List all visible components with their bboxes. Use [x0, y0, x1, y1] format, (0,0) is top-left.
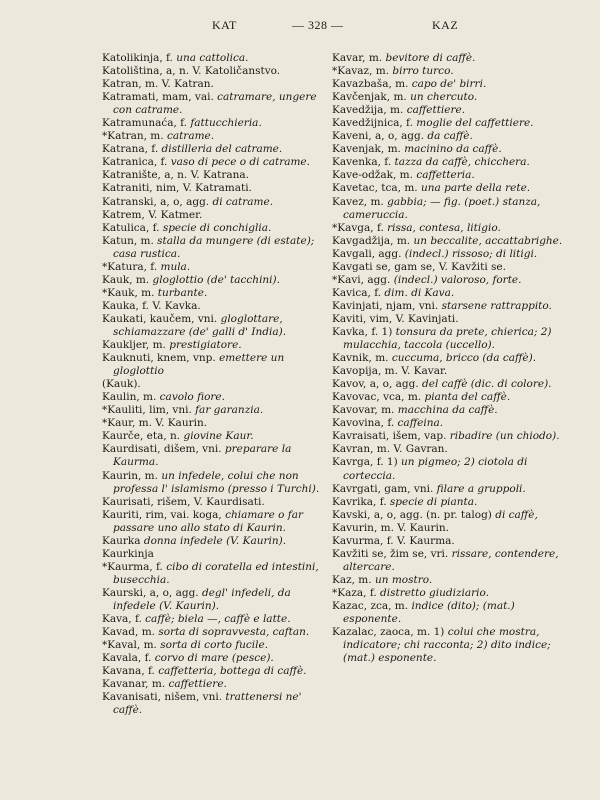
dictionary-entry: [332, 509, 572, 522]
dictionary-entry: [102, 117, 330, 130]
left-column: [102, 52, 330, 717]
entry-headword: Katranski, a, o, agg.: [102, 195, 210, 208]
entry-headword: *Kavaz, m.: [332, 65, 390, 78]
dictionary-entry: [332, 548, 572, 574]
entry-headword: *Katran, m.: [102, 130, 164, 143]
dictionary-entry: [102, 313, 330, 339]
entry-headword: Kauk, m.: [102, 273, 150, 286]
dictionary-entry: [332, 574, 572, 587]
entry-headword: Kavazbaša, m.: [332, 78, 409, 91]
entry-headword: Kavar, m.: [332, 52, 383, 64]
dictionary-entry: [102, 78, 330, 91]
dictionary-entry: [102, 613, 330, 626]
entry-definition: (indecl.) rissoso; di litigi.: [404, 247, 538, 260]
entry-definition: di caffè,: [495, 508, 538, 521]
entry-headword: Katraniti, nim, V. Katramati.: [102, 182, 252, 195]
entry-headword: Kavurin, m. V. Kaurin.: [332, 521, 450, 534]
entry-headword: Kave-odžak, m.: [332, 169, 413, 182]
entry-headword: Kavanar, m.: [102, 678, 166, 691]
entry-headword: Kaukati, kaučem, vni.: [102, 312, 218, 325]
entry-headword: Kavad, m.: [102, 626, 155, 639]
entry-definition: caffettiere.: [406, 104, 466, 117]
entry-headword: Kavov, a, o, agg.: [332, 378, 419, 391]
entry-headword: Katramunaća, f.: [102, 117, 188, 130]
dictionary-entry: [332, 117, 572, 130]
entry-headword: Kavžiti se, žim se, vri.: [332, 547, 449, 560]
dictionary-entry: [102, 548, 330, 561]
entry-headword: Kauriti, rim, vai. koga,: [102, 508, 222, 521]
entry-definition: corvo di mare (pesce).: [154, 652, 274, 665]
entry-headword: *Kavga, f.: [332, 221, 384, 234]
entry-headword: *Kauliti, lim, vni.: [102, 404, 192, 417]
entry-headword: Kavgati se, gam se, V. Kavžiti se.: [332, 260, 506, 273]
dictionary-entry: [102, 352, 330, 378]
entry-headword: Katranište, a, n. V. Katrana.: [102, 169, 249, 182]
entry-definition: far garanzia.: [195, 404, 264, 417]
dictionary-entry: [332, 535, 572, 548]
dictionary-entry: [102, 509, 330, 535]
entry-headword: Kavčenjak, m.: [332, 91, 407, 104]
dictionary-entry: [102, 209, 330, 222]
entry-headword: Kaz, m.: [332, 573, 372, 586]
entry-headword: Kaveni, a, o, agg.: [332, 130, 425, 143]
entry-headword: Kaurisati, rišem, V. Kaurdisati.: [102, 495, 265, 508]
dictionary-entry: [332, 417, 572, 430]
entry-definition: gabbia; — fig. (poet.) stanza, cameruccia.: [343, 195, 541, 221]
dictionary-entry: [102, 261, 330, 274]
entry-definition: del caffè (dic. di colore).: [422, 378, 552, 391]
entry-headword: Kavgali, agg.: [332, 247, 402, 260]
entry-headword: (Kauk).: [102, 378, 141, 391]
entry-definition: gloglottare, schiamazzare (de' galli d' India).: [113, 312, 287, 338]
entry-definition: gloglottio (de' tacchini).: [152, 273, 280, 286]
entry-definition: birro turco.: [392, 65, 454, 78]
dictionary-entry: [102, 391, 330, 404]
dictionary-entry: [332, 496, 572, 509]
entry-definition: vaso di pece o di catrame.: [170, 156, 310, 169]
entry-headword: Kavedžijnica, f.: [332, 117, 413, 130]
dictionary-entry: [332, 522, 572, 535]
dictionary-entry: [102, 274, 330, 287]
entry-headword: Kaurski, a, o, agg.: [102, 586, 199, 599]
entry-headword: Kavopija, m. V. Kavar.: [332, 365, 448, 378]
entry-headword: Kavenka, f.: [332, 156, 392, 169]
dictionary-entry: [102, 535, 330, 548]
entry-definition: preparare la Kaurma.: [113, 443, 292, 469]
dictionary-entry: [332, 443, 572, 456]
dictionary-entry: [102, 169, 330, 182]
dictionary-entry: [102, 587, 330, 613]
entry-headword: Kavetac, tca, m.: [332, 182, 418, 195]
dictionary-entry: [102, 443, 330, 469]
entry-headword: *Kaurma, f.: [102, 560, 163, 573]
dictionary-entry: [332, 182, 572, 195]
dictionary-entry: [332, 483, 572, 496]
dictionary-entry: [102, 91, 330, 117]
entry-headword: Kava, f.: [102, 613, 142, 626]
entry-definition: ribadire (un chiodo).: [449, 430, 560, 443]
dictionary-entry: [332, 169, 572, 182]
dictionary-entry: [332, 156, 572, 169]
entry-headword: *Katura, f.: [102, 260, 158, 273]
entry-headword: Kavanisati, nišem, vni.: [102, 691, 223, 704]
dictionary-entry: [332, 65, 572, 78]
entry-definition: colui che mostra, indicatore; chi racconta; 2) dito indice; (mat.) esponente.: [343, 626, 551, 665]
entry-headword: *Kaur, m. V. Kaurin.: [102, 417, 208, 430]
entry-headword: Kaurin, m.: [102, 469, 158, 482]
page-header: [0, 18, 600, 36]
entry-definition: macchina da caffè.: [397, 404, 498, 417]
dictionary-entry: [332, 352, 572, 365]
entry-definition: turbante.: [157, 286, 208, 299]
entry-definition: donna infedele (V. Kaurin).: [143, 534, 287, 547]
entry-headword: Kavurma, f. V. Kaurma.: [332, 534, 455, 547]
dictionary-entry: [332, 600, 572, 626]
entry-definition: un beccalite, accattabrighe.: [413, 234, 563, 247]
entry-definition: catramare, ungere con catrame.: [113, 91, 317, 117]
entry-definition: rissa, contesa, litigio.: [387, 221, 501, 234]
entry-headword: Katolikinja, f.: [102, 52, 173, 64]
dictionary-entry: [332, 261, 572, 274]
dictionary-entry: [332, 143, 572, 156]
dictionary-entry: [332, 391, 572, 404]
dictionary-entry: [102, 470, 330, 496]
entry-headword: Kavka, f. 1): [332, 325, 393, 338]
dictionary-entry: [102, 430, 330, 443]
dictionary-entry: [102, 182, 330, 195]
dictionary-entry: [102, 52, 330, 65]
dictionary-entry: [332, 456, 572, 482]
entry-definition: prestigiatore.: [169, 339, 242, 352]
entry-definition: trattenersi ne' caffè.: [113, 691, 302, 717]
dictionary-entry: [332, 430, 572, 443]
dictionary-entry: [102, 222, 330, 235]
entry-definition: cavolo fiore.: [159, 391, 225, 404]
entry-definition: indice (dito); (mat.) esponente.: [343, 599, 515, 626]
dictionary-entry: [102, 378, 330, 391]
entry-headword: Kavgadžija, m.: [332, 234, 411, 247]
entry-definition: dim. di Kava.: [384, 286, 455, 299]
entry-definition: stalla da mungere (di estate); casa rustica.: [113, 234, 315, 260]
entry-definition: un infedele, colui che non professa l' islamismo (presso i Turchi).: [113, 469, 320, 495]
entry-headword: Katrem, V. Katmer.: [102, 208, 203, 221]
dictionary-entry: [102, 339, 330, 352]
entry-headword: Kaukljer, m.: [102, 339, 166, 352]
dictionary-entry: [102, 404, 330, 417]
dictionary-entry: [332, 326, 572, 352]
entry-definition: una parte della rete.: [420, 182, 531, 195]
entry-headword: *Kaza, f.: [332, 586, 377, 599]
entry-definition: di catrame.: [212, 195, 274, 208]
entry-definition: degl' infedeli, da infedele (V. Kaurin).: [113, 586, 291, 612]
page-number: — 328 —: [292, 18, 344, 32]
dictionary-entry: [102, 196, 330, 209]
entry-headword: Katramati, mam, vai.: [102, 91, 214, 104]
entry-definition: caffeina.: [397, 417, 444, 430]
dictionary-entry: [102, 417, 330, 430]
dictionary-entry: [102, 652, 330, 665]
entry-headword: Kaurka: [102, 534, 141, 547]
entry-headword: Kavedžija, m.: [332, 104, 404, 117]
entry-definition: chiamare o far passare uno allo stato di Kaurin.: [113, 508, 303, 534]
dictionary-entry: [332, 365, 572, 378]
entry-definition: (indecl.) valoroso, forte.: [393, 273, 522, 286]
entry-definition: caffetteria, bottega di caffè.: [158, 665, 307, 678]
entry-definition: filare a gruppoli.: [436, 482, 526, 495]
entry-definition: cuccuma, bricco (da caffè).: [391, 352, 537, 365]
dictionary-entry: [332, 235, 572, 248]
dictionary-entry: [102, 561, 330, 587]
entry-headword: Kaurdisati, dišem, vni.: [102, 443, 222, 456]
entry-headword: Kavala, f.: [102, 652, 152, 665]
entry-definition: fattucchieria.: [190, 117, 262, 130]
entry-headword: Kauka, f. V. Kavka.: [102, 299, 201, 312]
entry-headword: *Kaval, m.: [102, 639, 157, 652]
dictionary-entry: [102, 156, 330, 169]
dictionary-entry: [332, 378, 572, 391]
entry-definition: catrame.: [166, 130, 215, 143]
entry-definition: un pigmeo; 2) ciotola di corteccia.: [343, 456, 528, 482]
dictionary-entry: [332, 52, 572, 65]
entry-headword: Kaulin, m.: [102, 391, 157, 404]
entry-definition: un mostro.: [374, 573, 433, 586]
dictionary-entry: [332, 248, 572, 261]
dictionary-entry: [332, 78, 572, 91]
entry-headword: Kavrgati, gam, vni.: [332, 482, 434, 495]
entry-definition: specie di conchiglia.: [162, 221, 272, 234]
dictionary-entry: [102, 691, 330, 717]
entry-headword: Katulica, f.: [102, 221, 160, 234]
dictionary-entry: [102, 665, 330, 678]
entry-headword: Kavnik, m.: [332, 352, 389, 365]
entry-definition: bevitore di caffè.: [385, 52, 476, 64]
dictionary-entry: [102, 639, 330, 652]
entry-headword: Kavana, f.: [102, 665, 155, 678]
entry-definition: distilleria del catrame.: [161, 143, 283, 156]
dictionary-entry: [332, 91, 572, 104]
entry-headword: Katun, m.: [102, 234, 154, 247]
entry-definition: rissare, contendere, altercare.: [343, 547, 559, 573]
entry-headword: Kavinjati, njam, vni.: [332, 299, 439, 312]
entry-definition: sorta di sopravvesta, caftan.: [158, 626, 310, 639]
entry-headword: Kavraisati, išem, vap.: [332, 430, 447, 443]
dictionary-entry: [332, 587, 572, 600]
entry-headword: Katran, m. V. Katran.: [102, 78, 214, 91]
entry-definition: mula.: [160, 260, 191, 273]
entry-headword: Katranica, f.: [102, 156, 168, 169]
entry-definition: sorta di corto fucile.: [160, 639, 269, 652]
dictionary-entry: [102, 300, 330, 313]
entry-headword: Kaurče, eta, n.: [102, 430, 181, 443]
entry-definition: pianta del caffè.: [424, 391, 511, 404]
entry-definition: emettere un gloglottio: [113, 352, 285, 378]
entry-headword: Kavski, a, o, agg. (n. pr. talog): [332, 508, 492, 521]
dictionary-entry: [332, 313, 572, 326]
dictionary-entry: [332, 404, 572, 417]
dictionary-entry: [102, 235, 330, 261]
entry-definition: moglie del caffettiere.: [416, 117, 534, 130]
entry-headword: Kavovac, vca, m.: [332, 391, 422, 404]
entry-headword: Kavran, m. V. Gavran.: [332, 443, 448, 456]
entry-headword: Kazalac, zaoca, m. 1): [332, 626, 445, 639]
entry-headword: Kavenjak, m.: [332, 143, 401, 156]
dictionary-entry: [102, 678, 330, 691]
entry-definition: capo de' birri.: [411, 78, 487, 91]
dictionary-entry: [332, 274, 572, 287]
dictionary-entry: [332, 300, 572, 313]
dictionary-entry: [102, 626, 330, 639]
dictionary-entry: [102, 143, 330, 156]
dictionary-entry: [332, 196, 572, 222]
dictionary-entry: [102, 496, 330, 509]
entry-definition: da caffè.: [427, 130, 473, 143]
entry-headword: Kavovina, f.: [332, 417, 395, 430]
entry-definition: giovine Kaur.: [183, 430, 254, 443]
dictionary-entry: [332, 130, 572, 143]
entry-definition: un chercuto.: [410, 91, 478, 104]
entry-headword: Kavica, f.: [332, 286, 382, 299]
entry-definition: distretto giudiziario.: [380, 586, 489, 599]
entry-headword: Katoliština, a, n. V. Katoličanstvo.: [102, 65, 281, 78]
entry-headword: Kavrga, f. 1): [332, 456, 398, 469]
entry-definition: starsene rattrappito.: [441, 299, 552, 312]
entry-definition: caffettiere.: [168, 678, 227, 691]
right-column: [332, 52, 572, 665]
dictionary-entry: [332, 287, 572, 300]
entry-headword: Kavrika, f.: [332, 495, 387, 508]
entry-headword: Kavez, m.: [332, 195, 384, 208]
entry-headword: Kavovar, m.: [332, 404, 395, 417]
entry-definition: specie di pianta.: [389, 495, 478, 508]
dictionary-entry: [102, 130, 330, 143]
entry-definition: tonsura da prete, chierica; 2) mulacchia, taccola (uccello).: [343, 325, 552, 352]
dictionary-entry: [332, 104, 572, 117]
dictionary-entry: [332, 626, 572, 665]
entry-headword: Kazac, zca, m.: [332, 599, 409, 612]
entry-headword: Katrana, f.: [102, 143, 159, 156]
entry-definition: caffetteria.: [416, 169, 475, 182]
header-left-guideword: KAT: [212, 18, 237, 32]
entry-definition: caffè; biela —, caffè e latte.: [145, 613, 291, 626]
entry-headword: *Kauk, m.: [102, 286, 155, 299]
entry-headword: *Kavi, agg.: [332, 273, 391, 286]
entry-definition: cibo di coratella ed intestini, busecchia.: [113, 560, 319, 586]
entry-headword: Kaurkinja: [102, 547, 154, 560]
entry-headword: Kaviti, vim, V. Kavinjati.: [332, 312, 459, 325]
entry-definition: una cattolica.: [176, 52, 249, 64]
dictionary-entry: [102, 287, 330, 300]
dictionary-entry: [332, 222, 572, 235]
dictionary-entry: [102, 65, 330, 78]
entry-definition: macinino da caffè.: [404, 143, 502, 156]
entry-headword: Kauknuti, knem, vnp.: [102, 352, 216, 365]
header-right-guideword: KAZ: [432, 18, 459, 32]
entry-definition: tazza da caffè, chicchera.: [394, 156, 530, 169]
